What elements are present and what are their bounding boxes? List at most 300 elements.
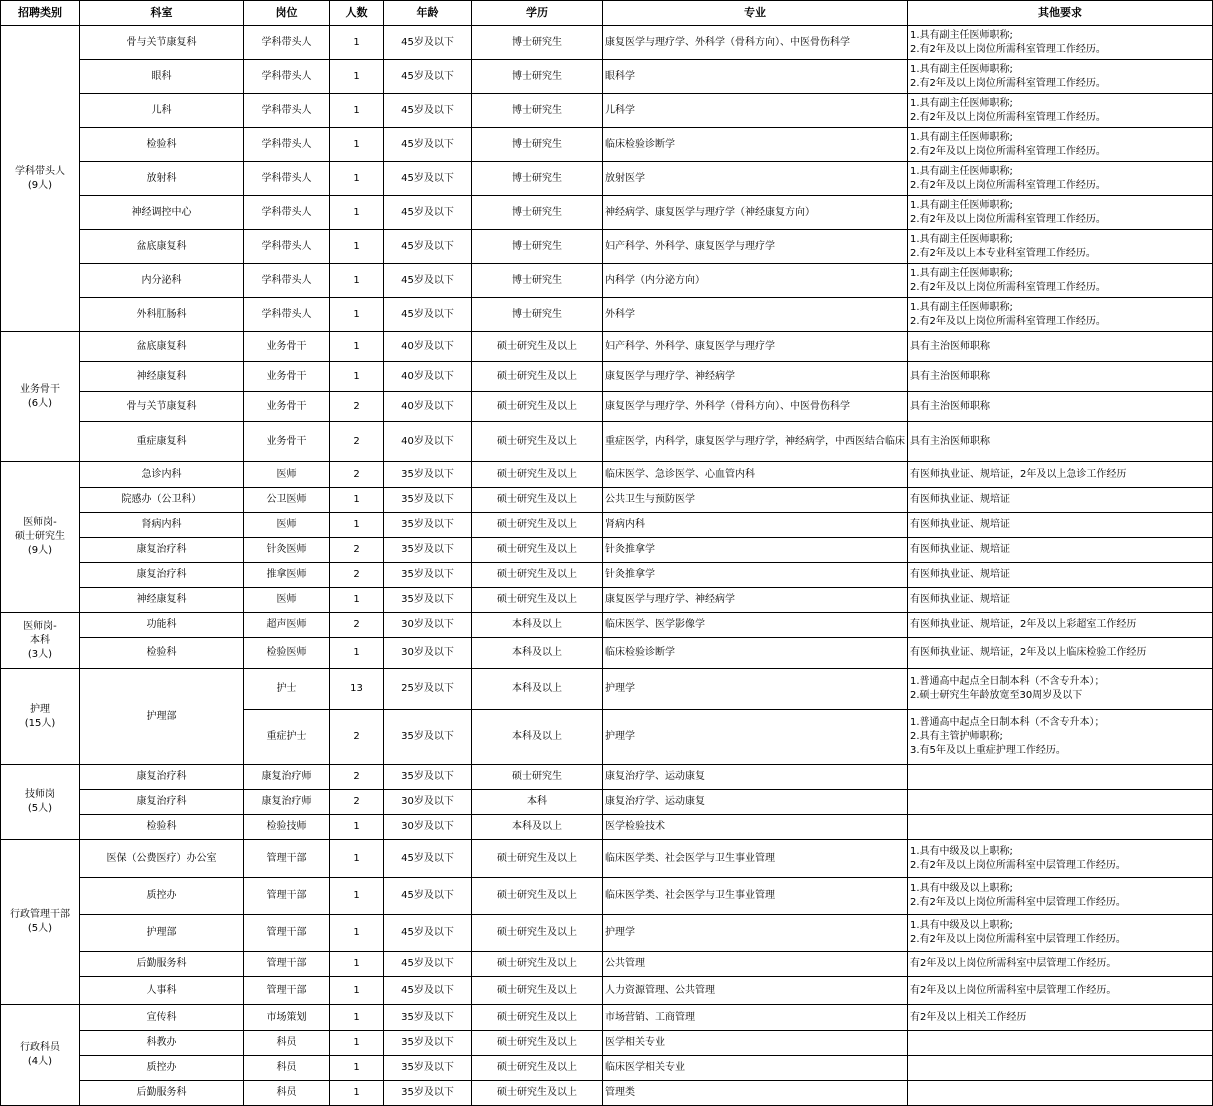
position-cell-text: 公卫医师: [266, 494, 307, 505]
age-cell-text: 35岁及以下: [401, 594, 454, 605]
education-cell: [472, 613, 603, 638]
major-cell-text: 临床检验诊断学: [605, 647, 675, 658]
major-cell: [603, 1031, 908, 1056]
major-cell: [603, 362, 908, 392]
position-cell: [244, 915, 330, 952]
department-cell: [80, 1081, 244, 1106]
position-cell-text: 管理干部: [266, 852, 307, 864]
education-cell-text: 博士研究生: [512, 308, 562, 320]
major-cell-text: 放射医学: [605, 172, 645, 184]
position-cell: [244, 790, 330, 815]
age-cell-text: 35岁及以下: [401, 771, 454, 782]
position-cell-text: 护士: [276, 683, 297, 694]
requirements-cell-text: 1.具有中级及以上职称;: [910, 920, 1013, 931]
department-cell-text: 盆底康复科: [136, 240, 187, 252]
requirements-cell-text: 具有主治医师职称: [910, 370, 990, 382]
education-cell-text: 本科及以上: [512, 821, 562, 832]
position-cell: [244, 613, 330, 638]
table-row: [1, 563, 1213, 588]
requirements-cell: [908, 422, 1213, 462]
position-cell: [244, 815, 330, 840]
age-cell-text: 40岁及以下: [401, 370, 454, 382]
age-cell: [384, 840, 472, 878]
department-cell-text: 院感办（公卫科）: [121, 494, 202, 505]
count-cell: [330, 392, 384, 422]
education-cell-text: 硕士研究生: [512, 771, 562, 782]
requirements-cell: [908, 638, 1213, 669]
department-cell: [80, 669, 244, 765]
age-cell: [384, 613, 472, 638]
position-cell: [244, 298, 330, 332]
table-row: [1, 392, 1213, 422]
position-cell: [244, 162, 330, 196]
requirements-cell-text: 1.具有中级及以上职称;: [910, 883, 1013, 894]
department-cell-text: 宣传科: [146, 1011, 177, 1023]
count-cell: [330, 765, 384, 790]
age-cell: [384, 1056, 472, 1081]
major-cell-text: 康复医学与理疗学、外科学（骨科方向）、中医骨伤科学: [605, 36, 850, 48]
age-cell: [384, 1005, 472, 1031]
education-cell-text: 硕士研究生及以上: [497, 1037, 577, 1048]
requirements-cell: [908, 513, 1213, 538]
category-cell: [1, 332, 80, 462]
major-cell-text: 临床医学、急诊医学、心血管内科: [605, 468, 755, 480]
major-cell-text: 重症医学，内科学，康复医学与理疗学，神经病学，中西医结合临床: [605, 435, 905, 447]
count-cell-text: 1: [353, 890, 360, 901]
table-row: [1, 1081, 1213, 1106]
age-cell: [384, 977, 472, 1005]
department-cell-text: 肾病内科: [141, 519, 182, 530]
education-cell: [472, 94, 603, 128]
requirements-cell: [908, 765, 1213, 790]
education-cell: [472, 60, 603, 94]
education-cell-text: 硕士研究生及以上: [497, 852, 577, 864]
major-cell: [603, 878, 908, 915]
major-cell: [603, 392, 908, 422]
position-cell-text: 业务骨干: [266, 400, 307, 412]
education-cell: [472, 1056, 603, 1081]
count-cell-text: 1: [353, 308, 360, 320]
age-cell: [384, 710, 472, 765]
table-row: [1, 162, 1213, 196]
position-cell-text: 学科带头人: [261, 206, 312, 218]
major-cell: [603, 669, 908, 710]
position-cell-text: 业务骨干: [266, 340, 307, 352]
age-cell-text: 35岁及以下: [401, 544, 454, 555]
major-cell: [603, 128, 908, 162]
header-row: [1, 1, 1213, 26]
count-cell-text: 1: [353, 958, 360, 969]
major-cell: [603, 915, 908, 952]
requirements-cell-text: 2.有2年及以上岗位所需科室管理工作经历。: [910, 315, 1106, 327]
education-cell-text: 博士研究生: [512, 138, 562, 150]
table-row: [1, 538, 1213, 563]
table-row: [1, 422, 1213, 462]
major-cell-text: 临床医学相关专业: [605, 1062, 685, 1073]
major-cell-text: 康复治疗学、运动康复: [605, 771, 705, 782]
position-cell-text: 学科带头人: [261, 308, 312, 320]
education-cell-text: 博士研究生: [512, 70, 562, 82]
education-cell: [472, 392, 603, 422]
education-cell-text: 本科及以上: [512, 683, 562, 694]
major-cell: [603, 765, 908, 790]
age-cell-text: 45岁及以下: [401, 958, 454, 969]
department-cell-text: 检验科: [146, 138, 177, 150]
age-cell-text: 45岁及以下: [401, 308, 454, 320]
age-cell-text: 45岁及以下: [401, 984, 454, 996]
requirements-cell-text: 3.有5年及以上重症护理工作经历。: [910, 745, 1066, 756]
count-cell-text: 1: [353, 70, 360, 82]
age-cell-text: 40岁及以下: [401, 400, 454, 412]
age-cell: [384, 362, 472, 392]
category-cell: [1, 613, 80, 669]
count-cell: [330, 669, 384, 710]
position-cell: [244, 264, 330, 298]
requirements-cell-text: 具有主治医师职称: [910, 340, 990, 352]
table-row: [1, 332, 1213, 362]
age-cell: [384, 765, 472, 790]
count-cell: [330, 462, 384, 488]
table-row: [1, 790, 1213, 815]
major-cell: [603, 638, 908, 669]
age-cell: [384, 513, 472, 538]
department-cell: [80, 462, 244, 488]
position-cell: [244, 1005, 330, 1031]
department-cell-text: 检验科: [146, 647, 177, 658]
table-row: [1, 669, 1213, 710]
education-cell: [472, 26, 603, 60]
major-cell: [603, 26, 908, 60]
age-cell-text: 35岁及以下: [401, 519, 454, 530]
position-cell: [244, 563, 330, 588]
count-cell: [330, 790, 384, 815]
department-cell-text: 康复治疗科: [136, 544, 187, 555]
position-cell: [244, 332, 330, 362]
department-cell-text: 内分泌科: [141, 274, 182, 286]
education-cell: [472, 977, 603, 1005]
position-cell-text: 管理干部: [266, 927, 307, 938]
requirements-cell: [908, 815, 1213, 840]
major-cell: [603, 1081, 908, 1106]
table-row: [1, 26, 1213, 60]
education-cell: [472, 230, 603, 264]
education-cell: [472, 538, 603, 563]
position-cell: [244, 1081, 330, 1106]
department-cell-text: 外科肛肠科: [136, 308, 187, 320]
position-cell: [244, 1056, 330, 1081]
requirements-cell: [908, 1056, 1213, 1081]
department-cell: [80, 196, 244, 230]
header-other-requirements: 其他要求: [908, 1, 1213, 26]
education-cell-text: 硕士研究生及以上: [497, 890, 577, 901]
requirements-cell: [908, 462, 1213, 488]
position-cell: [244, 488, 330, 513]
major-cell: [603, 332, 908, 362]
count-cell-text: 1: [353, 340, 360, 352]
age-cell-text: 45岁及以下: [401, 852, 454, 864]
position-cell-text: 学科带头人: [261, 70, 312, 82]
education-cell-text: 硕士研究生及以上: [497, 544, 577, 555]
education-cell-text: 博士研究生: [512, 274, 562, 286]
header-category: 招聘类别: [1, 1, 80, 26]
department-cell: [80, 1031, 244, 1056]
education-cell-text: 博士研究生: [512, 36, 562, 48]
department-cell-text: 骨与关节康复科: [126, 400, 197, 412]
requirements-cell: [908, 230, 1213, 264]
requirements-cell: [908, 669, 1213, 710]
age-cell: [384, 162, 472, 196]
requirements-cell: [908, 563, 1213, 588]
header-department: 科室: [80, 1, 244, 26]
count-cell: [330, 422, 384, 462]
requirements-cell-text: 具有主治医师职称: [910, 400, 990, 412]
count-cell-text: 2: [353, 468, 360, 480]
major-cell: [603, 196, 908, 230]
requirements-cell-text: 1.具有副主任医师职称;: [910, 63, 1013, 75]
department-cell-text: 儿科: [151, 104, 172, 116]
age-cell-text: 35岁及以下: [401, 1087, 454, 1098]
department-cell: [80, 362, 244, 392]
age-cell-text: 45岁及以下: [401, 104, 454, 116]
requirements-cell: [908, 613, 1213, 638]
department-cell-text: 重症康复科: [136, 435, 187, 447]
requirements-cell-text: 1.具有副主任医师职称;: [910, 267, 1013, 279]
count-cell: [330, 977, 384, 1005]
age-cell-text: 25岁及以下: [401, 683, 454, 694]
position-cell-text: 医师: [276, 519, 297, 530]
count-cell-text: 1: [353, 821, 360, 832]
major-cell-text: 公共卫生与预防医学: [605, 494, 695, 505]
requirements-cell: [908, 196, 1213, 230]
education-cell: [472, 1031, 603, 1056]
age-cell-text: 30岁及以下: [401, 647, 454, 658]
age-cell: [384, 196, 472, 230]
position-cell: [244, 977, 330, 1005]
count-cell: [330, 563, 384, 588]
education-cell: [472, 488, 603, 513]
education-cell: [472, 588, 603, 613]
education-cell-text: 本科: [527, 796, 547, 807]
requirements-cell-text: 2.有2年及以上岗位所需科室管理工作经历。: [910, 179, 1106, 191]
category-cell: [1, 462, 80, 613]
table-row: [1, 613, 1213, 638]
position-cell: [244, 422, 330, 462]
position-cell-text: 学科带头人: [261, 172, 312, 184]
age-cell-text: 45岁及以下: [401, 70, 454, 82]
requirements-cell-text: 有医师执业证、规培证: [910, 569, 1010, 580]
count-cell: [330, 332, 384, 362]
age-cell: [384, 878, 472, 915]
major-cell-text: 临床医学类、社会医学与卫生事业管理: [605, 852, 775, 864]
category-cell-text: 业务骨干: [20, 383, 60, 395]
age-cell: [384, 588, 472, 613]
position-cell: [244, 60, 330, 94]
count-cell-text: 2: [353, 569, 360, 580]
major-cell-text: 针灸推拿学: [605, 569, 655, 580]
count-cell-text: 1: [353, 1062, 360, 1073]
count-cell: [330, 710, 384, 765]
major-cell-text: 妇产科学、外科学、康复医学与理疗学: [605, 240, 775, 252]
age-cell-text: 35岁及以下: [401, 1062, 454, 1073]
requirements-cell-text: 1.具有副主任医师职称;: [910, 165, 1013, 177]
requirements-cell-text: 2.硕士研究生年龄放宽至30周岁及以下: [910, 690, 1083, 701]
age-cell-text: 30岁及以下: [401, 796, 454, 807]
requirements-cell: [908, 94, 1213, 128]
department-cell-text: 神经调控中心: [131, 206, 192, 218]
table-row: [1, 196, 1213, 230]
requirements-cell-text: 1.普通高中起点全日制本科（不含专升本）；: [910, 717, 1105, 728]
position-cell-text: 科员: [276, 1037, 297, 1048]
department-cell: [80, 613, 244, 638]
category-cell: [1, 26, 80, 332]
major-cell-text: 护理学: [605, 927, 635, 938]
category-cell-text: (5人): [27, 923, 53, 934]
major-cell-text: 临床医学、医学影像学: [605, 619, 705, 630]
table-row: [1, 765, 1213, 790]
major-cell: [603, 94, 908, 128]
position-cell-text: 业务骨干: [266, 370, 307, 382]
department-cell-text: 神经康复科: [136, 594, 187, 605]
age-cell: [384, 1081, 472, 1106]
major-cell: [603, 588, 908, 613]
count-cell: [330, 513, 384, 538]
age-cell: [384, 128, 472, 162]
requirements-cell-text: 有2年及以上岗位所需科室中层管理工作经历。: [910, 958, 1117, 969]
age-cell: [384, 94, 472, 128]
position-cell-text: 管理干部: [266, 958, 307, 969]
department-cell-text: 质控办: [146, 1062, 177, 1073]
major-cell: [603, 264, 908, 298]
table-row: [1, 128, 1213, 162]
position-cell: [244, 669, 330, 710]
education-cell: [472, 952, 603, 977]
position-cell-text: 业务骨干: [266, 435, 307, 447]
major-cell-text: 外科学: [605, 308, 635, 320]
requirements-cell-text: 1.具有副主任医师职称;: [910, 233, 1013, 245]
requirements-cell: [908, 488, 1213, 513]
requirements-cell-text: 2.有2年及以上本专业科室管理工作经历。: [910, 247, 1096, 259]
age-cell: [384, 538, 472, 563]
major-cell-text: 护理学: [605, 683, 635, 694]
major-cell: [603, 513, 908, 538]
age-cell-text: 45岁及以下: [401, 206, 454, 218]
department-cell-text: 康复治疗科: [136, 796, 187, 807]
count-cell-text: 1: [353, 519, 360, 530]
count-cell: [330, 94, 384, 128]
count-cell-text: 1: [353, 1087, 360, 1098]
table-row: [1, 94, 1213, 128]
department-cell: [80, 840, 244, 878]
requirements-cell: [908, 710, 1213, 765]
major-cell: [603, 1056, 908, 1081]
position-cell-text: 检验技师: [266, 821, 307, 832]
requirements-cell-text: 2.有2年及以上岗位所需科室中层管理工作经历。: [910, 859, 1126, 871]
education-cell: [472, 362, 603, 392]
count-cell-text: 1: [353, 36, 360, 48]
major-cell-text: 临床医学类、社会医学与卫生事业管理: [605, 890, 775, 901]
age-cell-text: 45岁及以下: [401, 927, 454, 938]
requirements-cell-text: 有医师执业证、规培证: [910, 519, 1010, 530]
category-cell-text: (6人): [27, 397, 53, 409]
department-cell: [80, 815, 244, 840]
department-cell-text: 后勤服务科: [136, 958, 187, 969]
education-cell-text: 硕士研究生及以上: [497, 468, 577, 480]
education-cell-text: 硕士研究生及以上: [497, 594, 577, 605]
position-cell-text: 推拿医师: [266, 569, 307, 580]
requirements-cell-text: 1.具有副主任医师职称;: [910, 29, 1013, 41]
major-cell-text: 康复治疗学、运动康复: [605, 796, 705, 807]
count-cell: [330, 26, 384, 60]
count-cell-text: 2: [353, 731, 360, 742]
count-cell-text: 1: [353, 138, 360, 150]
education-cell: [472, 513, 603, 538]
requirements-cell: [908, 298, 1213, 332]
major-cell-text: 公共管理: [605, 958, 645, 969]
count-cell: [330, 196, 384, 230]
major-cell-text: 内科学（内分泌方向）: [605, 274, 705, 286]
requirements-cell: [908, 1081, 1213, 1106]
education-cell: [472, 710, 603, 765]
count-cell-text: 1: [353, 494, 360, 505]
position-cell: [244, 26, 330, 60]
category-cell-text: 行政管理干部: [10, 909, 70, 920]
position-cell-text: 管理干部: [266, 890, 307, 901]
department-cell-text: 急诊内科: [141, 468, 182, 480]
category-cell-text: 硕士研究生: [15, 531, 65, 542]
count-cell-text: 2: [353, 544, 360, 555]
category-cell-text: (9人): [27, 545, 53, 556]
table-row: [1, 840, 1213, 878]
education-cell: [472, 638, 603, 669]
department-cell: [80, 977, 244, 1005]
education-cell-text: 本科及以上: [512, 619, 562, 630]
table-row: [1, 588, 1213, 613]
position-cell: [244, 638, 330, 669]
requirements-cell-text: 有医师执业证、规培证，2年及以上急诊工作经历: [910, 468, 1127, 480]
education-cell: [472, 264, 603, 298]
position-cell-text: 学科带头人: [261, 138, 312, 150]
table-row: [1, 230, 1213, 264]
table-row: [1, 264, 1213, 298]
requirements-cell: [908, 1031, 1213, 1056]
age-cell: [384, 60, 472, 94]
age-cell-text: 40岁及以下: [401, 435, 454, 447]
requirements-cell: [908, 977, 1213, 1005]
position-cell: [244, 840, 330, 878]
requirements-cell: [908, 392, 1213, 422]
count-cell-text: 1: [353, 927, 360, 938]
department-cell-text: 科教办: [146, 1037, 177, 1048]
requirements-cell-text: 有医师执业证、规培证，2年及以上临床检验工作经历: [910, 647, 1147, 658]
count-cell: [330, 488, 384, 513]
count-cell-text: 1: [353, 1037, 360, 1048]
age-cell-text: 35岁及以下: [401, 1037, 454, 1048]
table-body: [1, 26, 1213, 1106]
education-cell-text: 博士研究生: [512, 172, 562, 184]
age-cell-text: 45岁及以下: [401, 138, 454, 150]
education-cell-text: 硕士研究生及以上: [497, 984, 577, 996]
age-cell: [384, 230, 472, 264]
count-cell: [330, 1056, 384, 1081]
education-cell-text: 硕士研究生及以上: [497, 400, 577, 412]
position-cell-text: 科员: [276, 1062, 297, 1073]
count-cell-text: 13: [350, 683, 363, 694]
position-cell: [244, 878, 330, 915]
major-cell: [603, 230, 908, 264]
position-cell-text: 重症护士: [266, 731, 307, 742]
count-cell: [330, 1031, 384, 1056]
category-cell: [1, 840, 80, 1005]
